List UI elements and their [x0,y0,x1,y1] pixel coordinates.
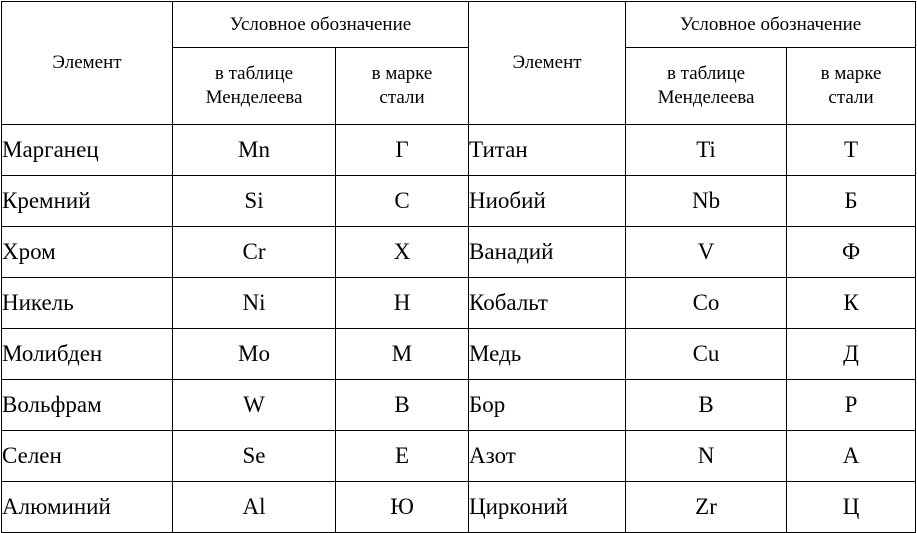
header-in-table-right [626,48,787,125]
element-symbol-right: N [626,431,787,482]
element-symbol-left: Mo [173,329,336,380]
table-row [2,431,916,482]
elements-table [1,1,916,533]
header-in-steel-line2: стали [828,87,874,108]
steel-grade-letter-left: Г [336,125,469,176]
element-name-left: Вольфрам [2,380,173,431]
steel-grade-letter-left: Ю [336,482,469,533]
header-row-top [2,2,916,48]
header-in-table-line1: в таблице [214,63,294,84]
element-symbol-right: Cu [626,329,787,380]
element-symbol-right: Nb [626,176,787,227]
element-name-right: Ванадий [469,227,626,278]
table-row [2,380,916,431]
steel-grade-letter-right: Д [787,329,916,380]
element-symbol-left: Se [173,431,336,482]
header-element-left: Элемент [2,2,173,125]
element-symbol-left: Mn [173,125,336,176]
element-symbol-right: Zr [626,482,787,533]
steel-grade-letter-right: Р [787,380,916,431]
steel-grade-letter-right: Б [787,176,916,227]
header-in-steel-left [336,48,469,125]
element-name-left: Марганец [2,125,173,176]
element-symbol-right: Co [626,278,787,329]
table-row [2,125,916,176]
steel-grade-letter-left: Е [336,431,469,482]
steel-grade-letter-right: Т [787,125,916,176]
element-name-right: Медь [469,329,626,380]
steel-grade-letter-right: К [787,278,916,329]
element-name-left: Никель [2,278,173,329]
element-symbol-right: V [626,227,787,278]
table-row [2,176,916,227]
element-symbol-left: Cr [173,227,336,278]
steel-grade-letter-left: Х [336,227,469,278]
steel-grade-letter-left: М [336,329,469,380]
header-in-steel-line1: в марке [820,63,882,84]
header-in-table-line2: Менделеева [205,87,303,108]
steel-grade-letter-right: Ц [787,482,916,533]
steel-grade-letter-left: В [336,380,469,431]
element-name-right: Титан [469,125,626,176]
element-symbol-right: Ti [626,125,787,176]
element-name-right: Кобальт [469,278,626,329]
header-symbol-group-left: Условное обозначение [173,2,469,48]
header-symbol-group-right: Условное обозначение [626,2,916,48]
element-symbol-left: Ni [173,278,336,329]
element-symbol-left: Al [173,482,336,533]
table-row [2,278,916,329]
element-symbol-right: B [626,380,787,431]
element-name-left: Алюминий [2,482,173,533]
steel-grade-letter-left: Н [336,278,469,329]
element-name-right: Азот [469,431,626,482]
element-name-right: Ниобий [469,176,626,227]
header-in-table-left [173,48,336,125]
element-name-left: Молибден [2,329,173,380]
header-in-table-line1: в таблице [666,63,746,84]
table-row [2,482,916,533]
element-name-left: Селен [2,431,173,482]
header-in-steel-line1: в марке [371,63,433,84]
header-in-steel-right [787,48,916,125]
header-in-steel-line2: стали [379,87,425,108]
header-in-table-line2: Менделеева [657,87,755,108]
element-symbol-left: Si [173,176,336,227]
steel-grade-letter-left: С [336,176,469,227]
element-name-left: Кремний [2,176,173,227]
element-name-right: Бор [469,380,626,431]
table-row [2,329,916,380]
element-name-right: Цирконий [469,482,626,533]
element-symbol-left: W [173,380,336,431]
steel-grade-letter-right: А [787,431,916,482]
table-row [2,227,916,278]
element-name-left: Хром [2,227,173,278]
header-element-right: Элемент [469,2,626,125]
steel-grade-letter-right: Ф [787,227,916,278]
